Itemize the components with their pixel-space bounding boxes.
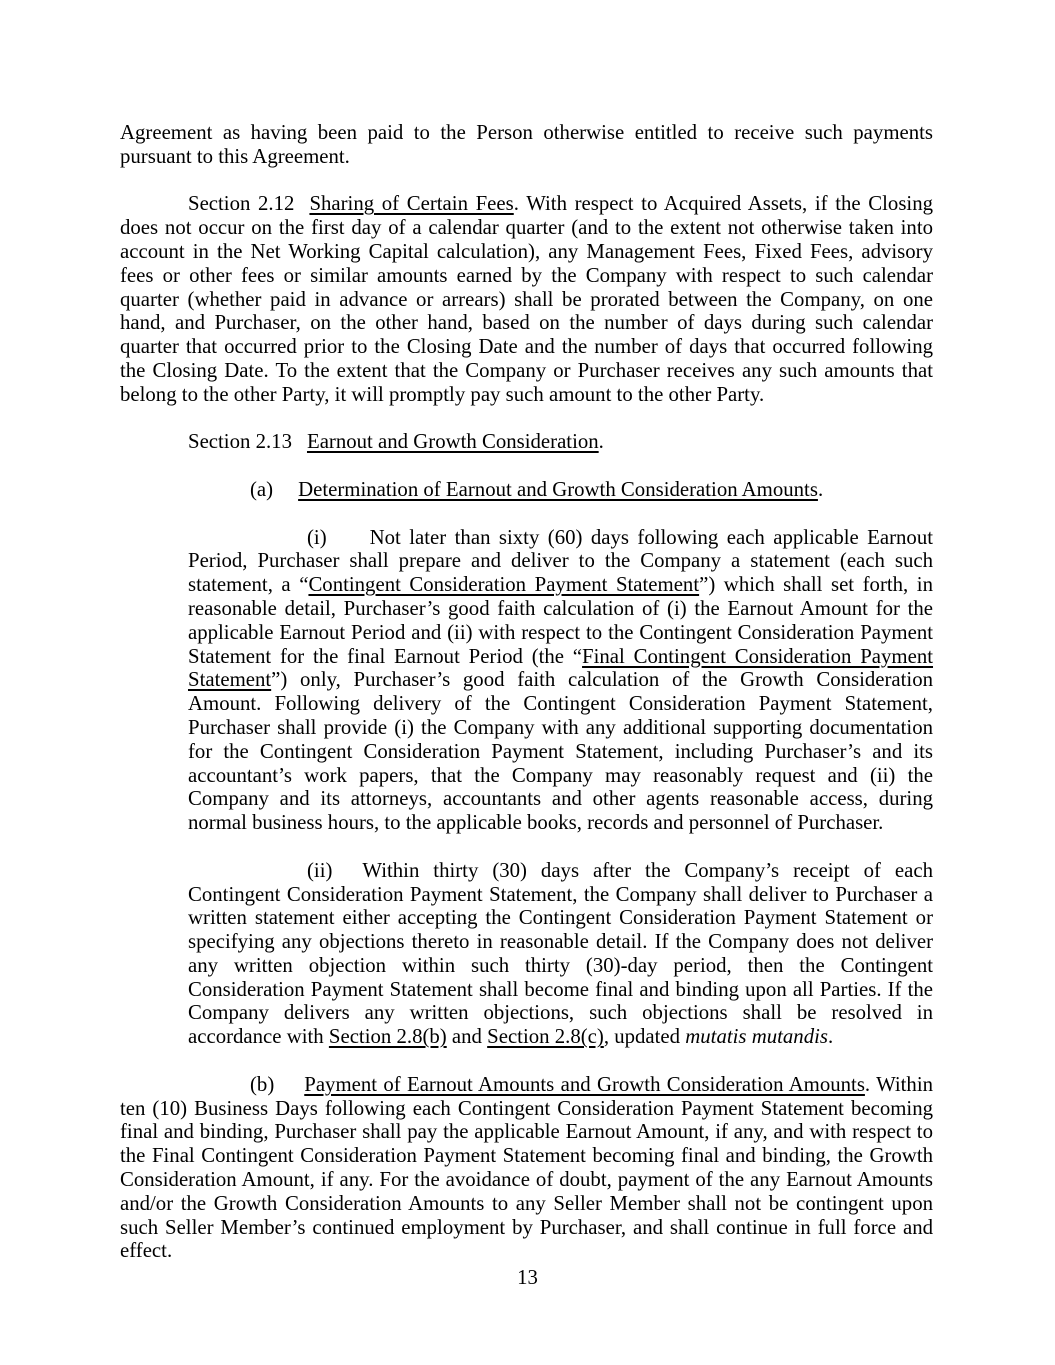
clause-a-label: (a) [250,477,274,501]
section-2-12-number: Section 2.12 [188,192,295,216]
cross-reference-section-2-8-c: Section 2.8(c) [487,1025,604,1049]
paragraph-text: ”) only, Purchaser’s good faith calculation of the Growth Consideration Amount. Following delivery of the Contingent Consideration Payment Statement, Purchaser shall provide (i) the Company with any additional supporting documentation for the Contingent Consideration Payment Statement, including Purchaser’s and its accountant’s work papers, that the Company may reasonably request and (ii) the Company and its attorneys, accountants and other agents reasonable access, during normal business hours, to the applicable books, records and personnel of Purchaser. [188,668,933,835]
section-2-12-heading: Sharing of Certain Fees [309,192,514,216]
clause-a-paragraph [120,478,933,502]
clause-a-ii-paragraph [188,859,933,1049]
section-2-12-paragraph [120,192,933,406]
paragraph-text: and [446,1025,488,1049]
cross-reference-section-2-8-b: Section 2.8(b) [328,1025,447,1049]
paragraph-text: . Within ten (10) Business Days following each Contingent Consideration Payment Statement becoming final and binding, Purchaser shall pay the applicable Earnout Amount, if any, and with respect to the Final Contingent Consideration Payment Statement becoming final and binding, the Growth Consideration Amount, if any. For the avoidance of doubt, payment of the any Earnout Amounts and/or the Growth Consideration Amounts to any Seller Member shall not be contingent upon such Seller Member’s continued employment by Purchaser, and shall continue in full force and effect. [120,1072,933,1263]
clause-a-i-paragraph [188,526,933,835]
defined-term-contingent-consideration-payment-statement: Contingent Consideration Payment Statement [308,573,700,597]
clause-a-heading: Determination of Earnout and Growth Consideration Amounts [298,477,818,501]
paragraph-text: Not later than sixty (60) days following each applicable Earnout Period, Purchaser shall prepare and deliver to the Company a statement (each such statement, a “ [188,525,933,597]
clause-ii-label: (ii) [307,858,333,882]
paragraph-text: , updated [603,1025,686,1049]
latin-phrase-mutatis-mutandis: mutatis mutandis [685,1025,828,1049]
section-2-13-paragraph [120,430,933,454]
paragraph-text: . [817,477,824,501]
document-body [120,121,933,1287]
page-number: 13 [517,1266,538,1289]
clause-b-heading: Payment of Earnout Amounts and Growth Consideration Amounts [304,1072,865,1096]
paragraph-continuation [120,121,933,169]
clause-i-label: (i) [307,525,327,549]
paragraph-text: ”) which shall set forth, in reasonable detail, Purchaser’s good faith calculation of (i) the Earnout Amount for the applicable Earnout Period and (ii) with respect to the Contingent Consideration Payment Statement for the final Earnout Period (the “ [188,573,933,668]
clause-b-paragraph [120,1073,933,1263]
paragraph-text: . [598,430,604,454]
clause-b-label: (b) [250,1072,275,1096]
section-2-13-heading: Earnout and Growth Consideration [306,430,599,454]
section-2-13-number: Section 2.13 [188,430,292,454]
paragraph-text: . [827,1025,834,1049]
defined-term-final-contingent-consideration-payment-statement: Final Contingent Consideration Payment Statement [188,644,934,692]
paragraph-text: . With respect to Acquired Assets, if the Closing does not occur on the first day of a calendar quarter (and to the extent not otherwise taken into account in the Net Working Capital calculation), any Management Fees, Fixed Fees, advisory fees or other fees or similar amounts earned by the Company with respect to such calendar quarter (whether paid in advance or arrears) shall be prorated between the Company, on one hand, and Purchaser, on the other hand, based on the number of days during such calendar quarter that occurred prior to the Closing Date and the number of days that occurred following the Closing Date. To the extent that the Company or Purchaser receives any such amounts that belong to the other Party, it will promptly pay such amount to the other Party. [120,192,934,406]
paragraph-text: Agreement as having been paid to the Person otherwise entitled to receive such payments pursuant to this Agreement. [120,121,933,168]
paragraph-text: Within thirty (30) days after the Company’s receipt of each Contingent Consideration Payment Statement, the Company shall deliver to Purchaser a written statement either accepting the Contingent Consideration Payment Statement or specifying any objections thereto in reasonable detail. If the Company does not deliver any written objection within such thirty (30)-day period, then the Contingent Consideration Payment Statement shall become final and binding upon all Parties. If the Company delivers any written objections, such objections shall be resolved in accordance with [188,858,933,1049]
